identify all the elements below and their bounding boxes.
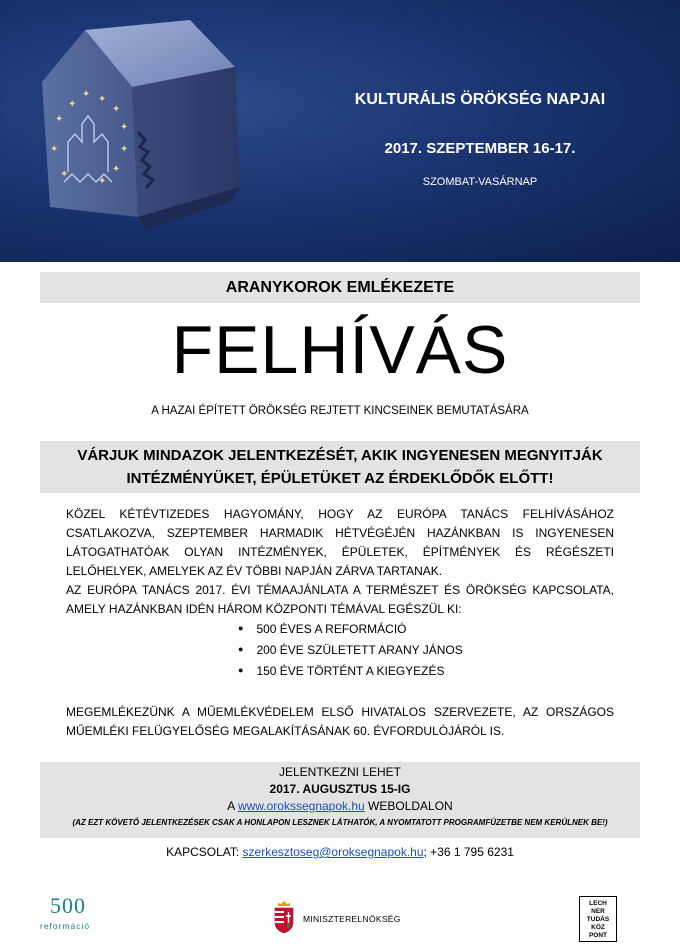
svg-text:✦: ✦	[112, 164, 121, 175]
registration-website-line	[40, 798, 640, 815]
theme-band: ARANYKOROK EMLÉKEZETE	[40, 272, 640, 303]
registration-band	[40, 762, 640, 838]
svg-text:✦: ✦	[55, 114, 64, 125]
subtitle: A HAZAI ÉPÍTETT ÖRÖKSÉG REJTETT KINCSEINEK BEMUTATÁSÁRA	[151, 405, 529, 417]
registration-note: (AZ EZT KÖVETŐ JELENTKEZÉSEK CSAK A HONLAPON LESZNEK LÁTHATÓK, A NYOMTATOTT PROGRAMFÜZETBE NEM KERÜLNEK BE!)	[72, 818, 608, 827]
svg-text:✦: ✦	[112, 104, 121, 115]
paragraph-intro: KÖZEL KÉTÉVTIZEDES HAGYOMÁNY, HOGY AZ EURÓPA TANÁCS FELHÍVÁSÁHOZ CSATLAKOZVA, SZEPTEMBER HARMADIK HÉTVÉGÉJÉN HAZÁNKBAN IS INGYENESEN LÁTOGATHATÓAK OLYAN INTÉZMÉNYEK, ÉPÜLETEK, ÉPÍTMÉNYEK ÉS RÉGÉSZETI LELŐHELYEK, AMELYEK AZ ÉV TÖBBI NAPJÁN ZÁRVA TARTANAK.	[66, 507, 614, 578]
svg-text:✦: ✦	[50, 144, 59, 155]
list-item: ● 500 ÉVES A REFORMÁCIÓ	[238, 619, 614, 640]
event-days: SZOMBAT-VASÁRNAP	[422, 176, 538, 188]
ministry-name: MINISZTERELNÖKSÉG	[303, 914, 401, 924]
svg-text:✦: ✦	[98, 176, 107, 187]
callout-band	[40, 441, 640, 493]
lechner-logo	[579, 896, 617, 942]
paragraph-anniversary: MEGEMLÉKEZÜNK A MŰEMLÉKVÉDELEM ELSŐ HIVATALOS SZERVEZETE, AZ ORSZÁGOS MŰEMLÉKI FELÜGYELŐSÉG MEGALAKÍTÁSÁNAK 60. ÉVFORDULÓJÁRÓL IS.	[66, 705, 614, 738]
reformacio-text: reformáció	[40, 921, 91, 931]
svg-text:✦: ✦	[120, 122, 129, 133]
registration-deadline: 2017. AUGUSZTUS 15-IG	[269, 782, 411, 796]
svg-text:✦: ✦	[60, 169, 69, 180]
list-item: ● 150 ÉVE TÖRTÉNT A KIEGYEZÉS	[238, 661, 614, 682]
callout-line-2: INTÉZMÉNYÜKET, ÉPÜLETÜKET AZ ÉRDEKLŐDŐK ELŐTT!	[126, 470, 554, 487]
reformacio-500-logo	[40, 893, 110, 941]
list-item: ● 200 ÉVE SZÜLETETT ARANY JÁNOS	[238, 640, 614, 661]
main-heading: FELHÍVÁS	[171, 312, 509, 388]
contact-line	[0, 845, 680, 859]
lechner-line: KÖZ	[591, 924, 605, 931]
theme-list	[238, 619, 614, 682]
lechner-line: TUDÁS	[586, 916, 610, 923]
event-date: 2017. SZEPTEMBER 16-17.	[384, 140, 576, 157]
callout-line-1: VÁRJUK MINDAZOK JELENTKEZÉSÉT, AKIK INGYENESEN MEGNYITJÁK	[77, 447, 603, 464]
body-text	[66, 505, 614, 741]
contact-label: KAPCSOLAT:	[166, 845, 243, 859]
paragraph-theme: AZ EURÓPA TANÁCS 2017. ÉVI TÉMAAJÁNLATA A TERMÉSZET ÉS ÖRÖKSÉG KAPCSOLATA, AMELY HAZÁNKBAN IDÉN HÁROM KÖZPONTI TÉMÁVAL EGÉSZÜL KI:	[66, 583, 614, 616]
svg-text:✦: ✦	[120, 144, 129, 155]
website-suffix: WEBOLDALON	[364, 799, 453, 813]
svg-text:✦: ✦	[98, 94, 107, 105]
website-prefix: A	[227, 799, 238, 813]
hero-banner	[0, 0, 680, 262]
contact-email-link[interactable]: szerkesztoseg@oroksegnapok.hu	[242, 845, 424, 859]
event-title: KULTURÁLIS ÖRÖKSÉG NAPJAI	[354, 91, 606, 108]
svg-text:✦: ✦	[68, 99, 77, 110]
contact-phone: ; +36 1 795 6231	[423, 845, 514, 859]
lechner-line: PONT	[588, 932, 608, 939]
svg-text:✦: ✦	[82, 89, 91, 100]
reformacio-number: 500	[50, 893, 86, 918]
ministry-logo	[273, 900, 433, 940]
registration-label: JELENTKEZNI LEHET	[278, 765, 402, 779]
website-link[interactable]: www.orokssegnapok.hu	[237, 799, 365, 813]
lechner-line: NER	[591, 908, 605, 915]
hungarian-coat-of-arms-icon	[273, 900, 295, 934]
granite-stone-icon	[20, 12, 250, 252]
lechner-line: LECH	[589, 900, 607, 907]
